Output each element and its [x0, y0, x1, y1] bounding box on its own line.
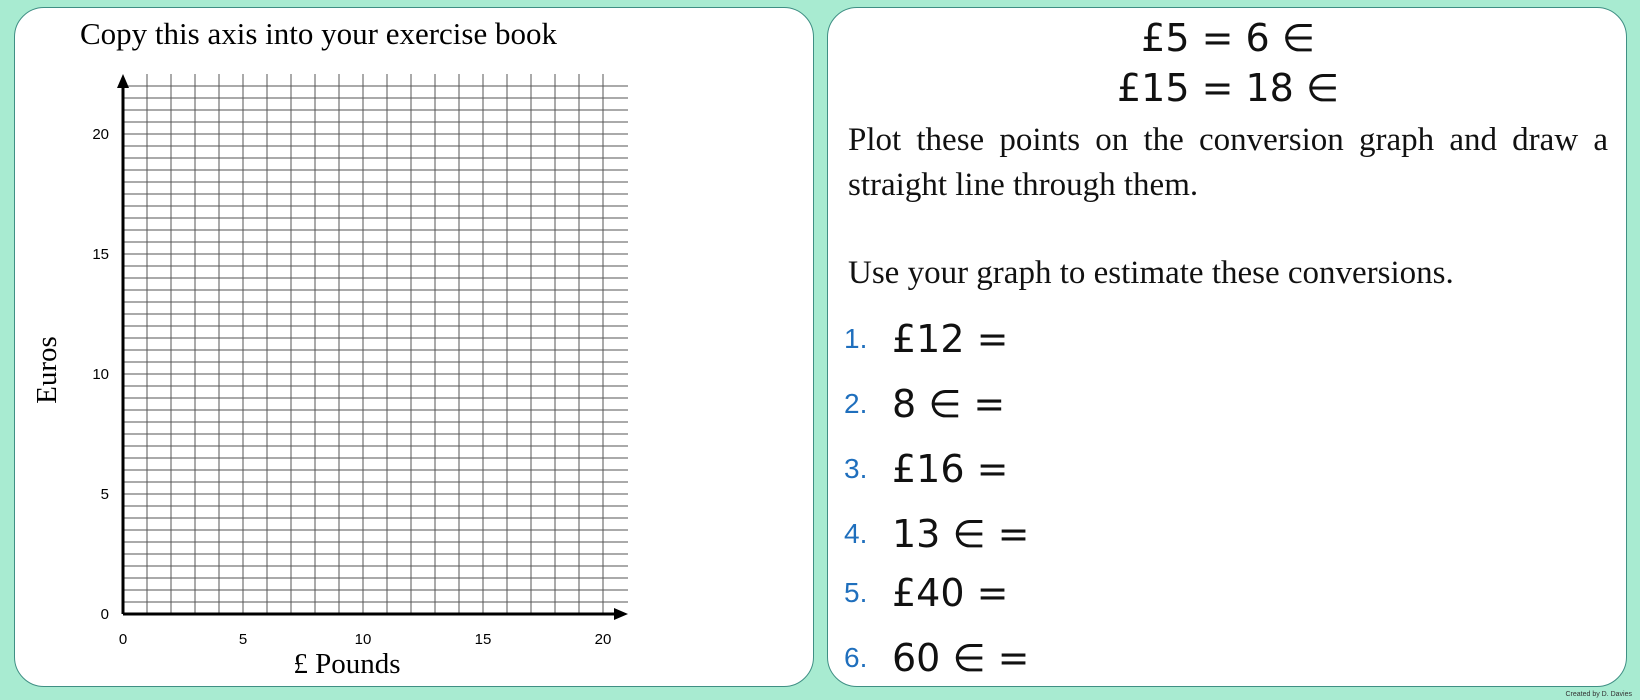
- question-text: 13 ∈ =: [892, 512, 1030, 556]
- question-text: 8 ∈ =: [892, 382, 1006, 426]
- graph-panel: [14, 7, 814, 687]
- given-equation-1: £5 = 6 ∈: [1141, 16, 1315, 60]
- y-axis-arrow: [117, 74, 129, 88]
- x-tick-label: 0: [118, 631, 128, 648]
- credit-text: Created by D. Davies: [1565, 691, 1632, 698]
- panel-title: Copy this axis into your exercise book: [80, 16, 557, 51]
- question-number: 4.: [844, 518, 868, 549]
- x-tick-label: 15: [474, 631, 492, 648]
- y-axis-label: Euros: [31, 336, 63, 404]
- question-2: [844, 379, 1005, 429]
- question-number: 5.: [844, 577, 868, 608]
- question-5: [844, 568, 1008, 618]
- y-tick-label: 10: [92, 366, 109, 383]
- x-axis-label: £ Pounds: [293, 648, 401, 680]
- question-6: [844, 633, 1029, 683]
- question-4: [844, 509, 1029, 559]
- plot-instruction: Plot these points on the conversion graph and draw a straight line through them.: [848, 122, 1608, 203]
- conversion-graph-axes: [15, 8, 814, 687]
- question-1: [844, 314, 1008, 364]
- given-equation-2: £15 = 18 ∈: [1116, 66, 1340, 110]
- y-tick-label: 20: [92, 126, 109, 143]
- estimate-instruction: Use your graph to estimate these conversions.: [848, 255, 1454, 291]
- x-tick-label: 5: [238, 631, 248, 648]
- question-number: 1.: [844, 323, 868, 354]
- y-tick-label: 15: [92, 246, 109, 263]
- question-number: 6.: [844, 642, 868, 673]
- y-tick-label: 5: [100, 486, 109, 503]
- question-3: [844, 444, 1008, 494]
- x-axis-arrow: [614, 608, 628, 620]
- questions-panel: [827, 7, 1627, 687]
- question-text: £12 =: [892, 317, 1009, 361]
- question-text: £16 =: [892, 447, 1009, 491]
- question-number: 2.: [844, 388, 868, 419]
- y-tick-label: 0: [100, 606, 109, 623]
- question-text: 60 ∈ =: [892, 636, 1030, 680]
- x-tick-label: 20: [594, 631, 612, 648]
- x-tick-label: 10: [354, 631, 372, 648]
- question-text: £40 =: [892, 571, 1009, 615]
- question-number: 3.: [844, 453, 868, 484]
